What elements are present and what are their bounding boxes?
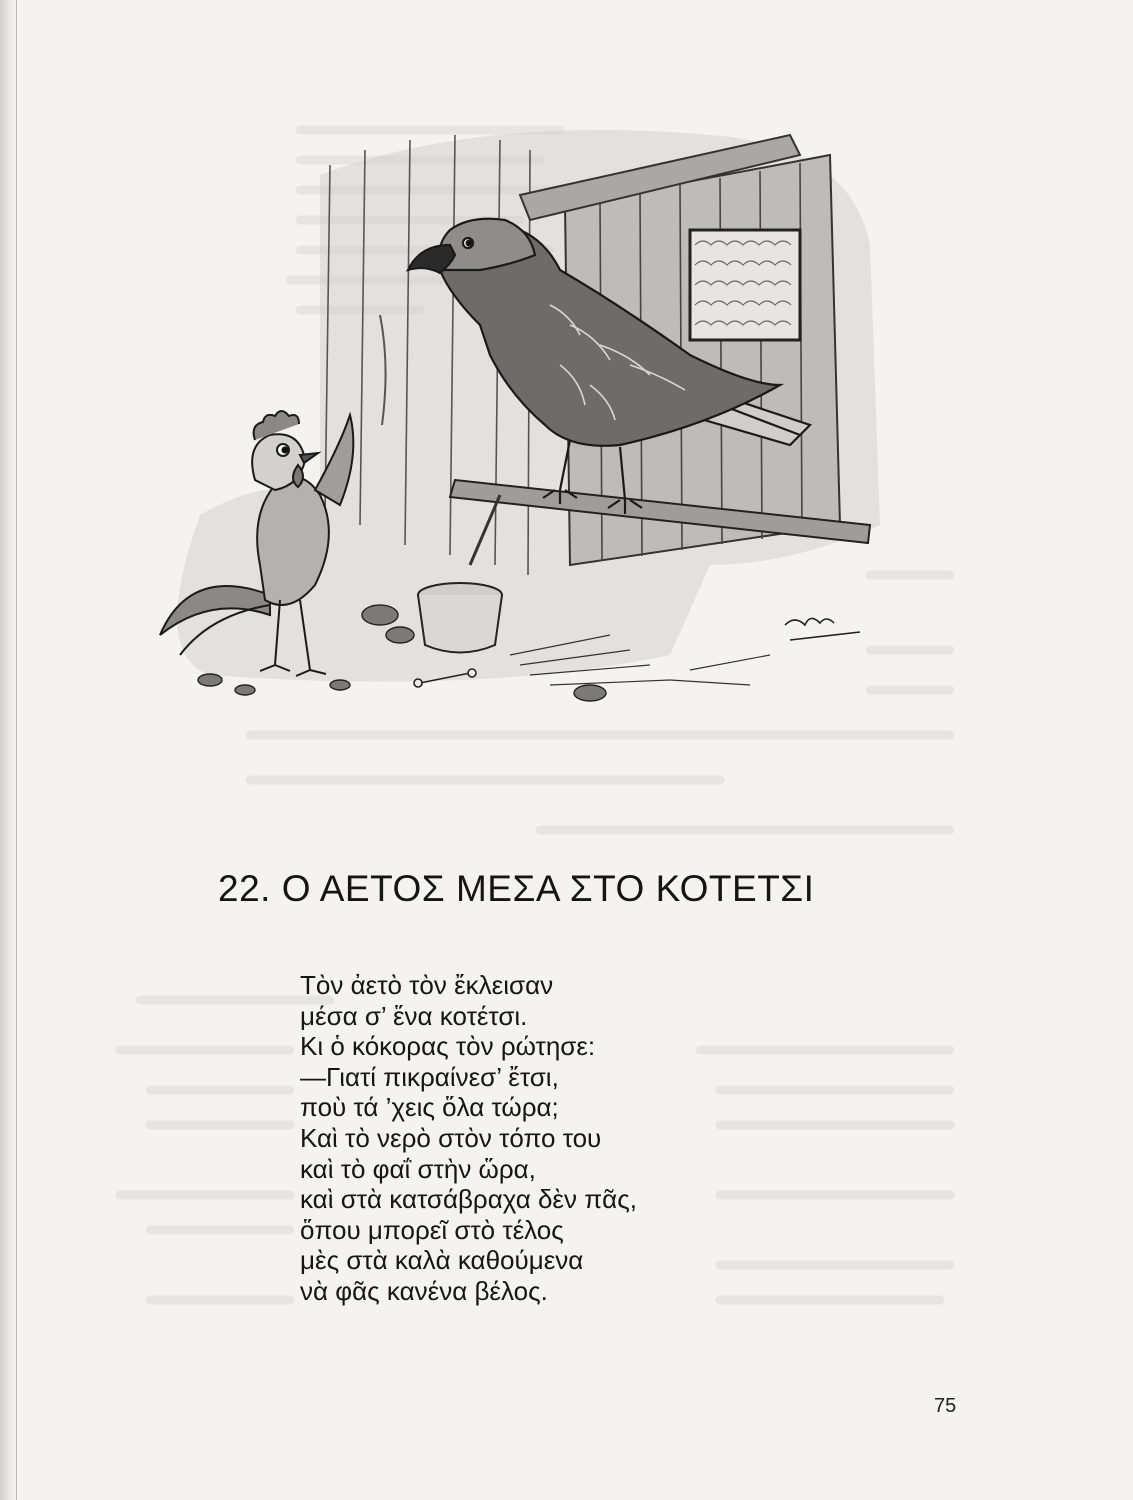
- page-number: 75: [934, 1395, 957, 1417]
- poem-line: καὶ στὰ κατσάβραχα δὲν πᾶς,: [300, 1184, 637, 1215]
- poem-line: καὶ τὸ φαΐ στὴν ὥρα,: [300, 1153, 536, 1184]
- poem-line: —Γιατί πικραίνεσ’ ἔτσι,: [300, 1061, 559, 1092]
- eagle-and-rooster-illustration: [150, 95, 890, 715]
- artist-signature: [785, 618, 860, 640]
- page-binding-edge: [0, 0, 16, 1500]
- poem-line: Καὶ τὸ νερὸ στὸν τόπο του: [300, 1122, 602, 1153]
- poem-line: Κι ὁ κόκορας τὸν ρώτησε:: [300, 1031, 596, 1062]
- poem-line: ποὺ τά ’χεις ὅλα τώρα;: [300, 1092, 559, 1123]
- poem-line: μὲς στὰ καλὰ καθούμενα: [300, 1245, 584, 1276]
- poem-body: [300, 970, 637, 1307]
- poem-line: Τὸν ἀετὸ τὸν ἔκλεισαν: [300, 970, 554, 1000]
- poem-line: νὰ φᾶς κανένα βέλος.: [300, 1275, 548, 1306]
- page-binding-line: [16, 0, 17, 1500]
- poem-title: 22. Ο ΑΕΤΟΣ ΜΕΣΑ ΣΤΟ ΚΟΤΕΤΣΙ: [218, 868, 815, 909]
- poem-line: μέσα σ’ ἕνα κοτέτσι.: [300, 1000, 528, 1031]
- poem-line: ὅπου μπορεῖ στὸ τέλος: [300, 1214, 564, 1245]
- food-bowl: [418, 583, 502, 653]
